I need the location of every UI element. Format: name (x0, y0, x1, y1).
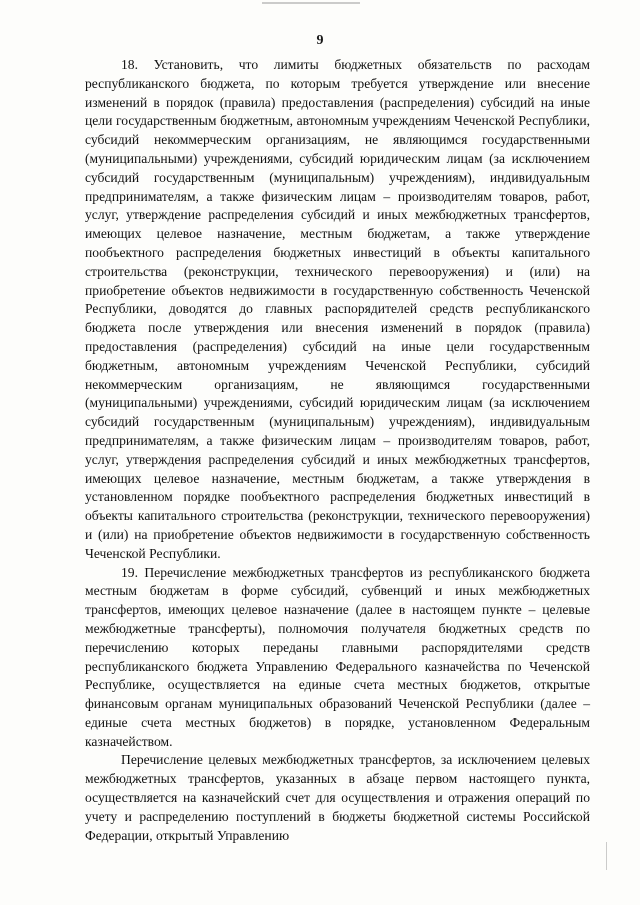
page-number: 9 (316, 33, 324, 48)
paragraph-19: 19. Перечисление межбюджетных трансфертов из республиканского бюджета местным бюджетам в форме субсидий, субвенций и иных межбюджетных трансфертов, имеющих целевое назначение (далее в настоящем пункте – целевые межбюджетные трансферты), полномочия получателя бюджетных средств по перечислению которых переданы главными распорядителями средств республиканского бюджета Управлению Федерального казначейства по Чеченской Республике, осуществляется на единые счета местных бюджетов, открытые финансовым органам муниципальных образований Чеченской Республики (далее – единые счета местных бюджетов) в порядке, установленном Федеральным казначейством. (85, 564, 590, 749)
paragraph-19-continued: Перечисление целевых межбюджетных трансфертов, за исключением целевых межбюджетных трансфертов, указанных в абзаце первом настоящего пункта, осуществляется на казначейский счет для осуществления и отражения операций по учету и распределению поступлений в бюджеты бюджетной системы Российской Федерации, открытый Управлению (85, 752, 590, 843)
scan-artifact (262, 2, 360, 4)
scan-artifact (606, 842, 607, 870)
document-body (85, 56, 590, 845)
paragraph-18: 18. Установить, что лимиты бюджетных обязательств по расходам республиканского бюджета, по которым требуется утверждение или внесение изменений в порядок (правила) предоставления (распределения) субсидий на иные цели государственным бюджетным, автономным учреждениям Чеченской Республики, субсидий некоммерческим организациям, не являющимся государственными (муниципальными) учреждениями, субсидий юридическим лицам (за исключением субсидий государственным (муниципальным) учреждениям), индивидуальным предпринимателям, а также физическим лицам – производителям товаров, работ, услуг, утверждение распределения субсидий и иных межбюджетных трансфертов, имеющих целевое назначение, местным бюджетам, а также утверждение пообъектного распределения бюджетных инвестиций в объекты капитального строительства (реконструкции, технического перевооружения) и (или) на приобретение объектов недвижимости в государственную собственность Чеченской Республики, доводятся до главных распорядителей средств республиканского бюджета после утверждения или внесения изменений в порядок (правила) предоставления (распределения) субсидий на иные цели государственным бюджетным, автономным учреждениям Чеченской Республики, субсидий некоммерческим организациям, не являющимся государственными (муниципальными) учреждениями, субсидий юридическим лицам (за исключением субсидий государственным (муниципальным) учреждениям), индивидуальным предпринимателям, а также физическим лицам – производителям товаров, работ, услуг, утверждения распределения субсидий и иных межбюджетных трансфертов, имеющих целевое назначение, местным бюджетам, а также утверждения в установленном порядке пообъектного распределения бюджетных инвестиций в объекты капитального строительства (реконструкции, технического перевооружения) и (или) на приобретение объектов недвижимости в государственную собственность Чеченской Республики. (85, 57, 590, 561)
